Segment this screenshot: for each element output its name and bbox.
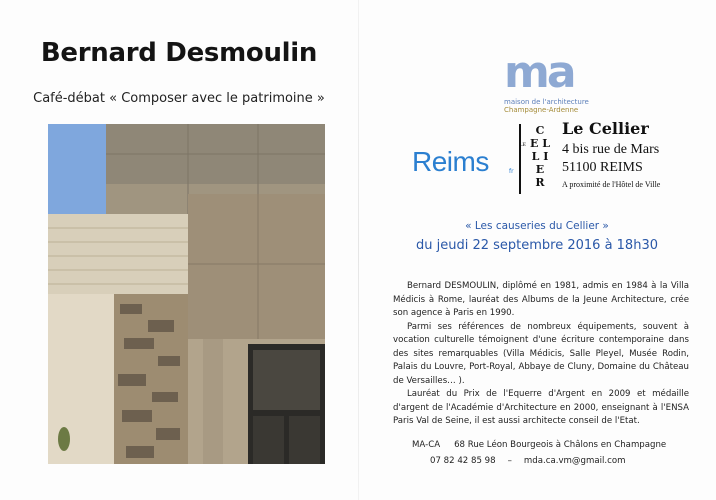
ma-logo: ma <box>504 47 574 98</box>
page-title: Bernard Desmoulin <box>40 38 318 68</box>
contact-org: MA-CA <box>412 440 441 450</box>
venue-address: 4 bis rue de Mars <box>562 142 660 157</box>
cellier-logo-letters <box>525 124 555 189</box>
cellier-letter: L I <box>531 150 549 163</box>
bio-paragraph: Parmi ses références de nombreux équipements, souvent à vocation culturelle témoignent d'une écriture contemporaine dans des sites remarquables (Villa Médicis, Salle Pleyel, Musée Rodin, Palais du Louvre, Port-Royal, Abbaye de Cluny, Domaine du Château de Versailles… ). <box>393 321 689 386</box>
event-date: du jeudi 22 septembre 2016 à 18h30 <box>415 238 658 253</box>
cellier-letter: E L <box>530 137 550 150</box>
ma-logo-caption: maison de l'architecture <box>504 98 589 106</box>
event-subtitle: Café-débat « Composer avec le patrimoine » <box>33 91 325 106</box>
venue-note: A proximité de l'Hôtel de Ville <box>562 180 661 189</box>
contact-address-line <box>412 440 666 450</box>
contact-address: 68 Rue Léon Bourgeois à Châlons en Champagne <box>454 440 667 450</box>
cellier-letter: C <box>535 124 545 137</box>
reims-logo: Reims <box>412 146 489 177</box>
bio-paragraph: Bernard DESMOULIN, diplômé en 1981, admis en 1984 à la Villa Médicis à Rome, lauréat des Albums de la Jeune Architecture, crée son agence à Paris en 1990. <box>393 281 689 318</box>
cellier-letter: E <box>535 163 545 176</box>
contact-email[interactable]: mda.ca.vm@gmail.com <box>523 456 626 466</box>
cellier-letter: R <box>535 176 545 189</box>
building-photo <box>48 124 325 464</box>
reims-logo-suffix: fr <box>509 168 514 175</box>
venue-city: 51100 REIMS <box>562 160 643 175</box>
contact-separator: – <box>507 456 512 466</box>
cellier-logo-le: LE <box>519 142 526 148</box>
contact-phone: 07 82 42 85 98 <box>430 456 496 466</box>
event-series: « Les causeries du Cellier » <box>465 220 609 232</box>
ma-logo-region: Champagne-Ardenne <box>504 106 579 114</box>
contact-details-line <box>430 456 625 466</box>
bio-paragraph: Lauréat du Prix de l'Equerre d'Argent en 2009 et médaille d'argent de l'Académie d'Architecture en 2000, enseignant à l'ENSA Paris Val de Seine, il est aussi architecte conseil de l'Etat. <box>393 389 689 426</box>
bio-text <box>393 280 689 429</box>
venue-name: Le Cellier <box>562 119 649 138</box>
